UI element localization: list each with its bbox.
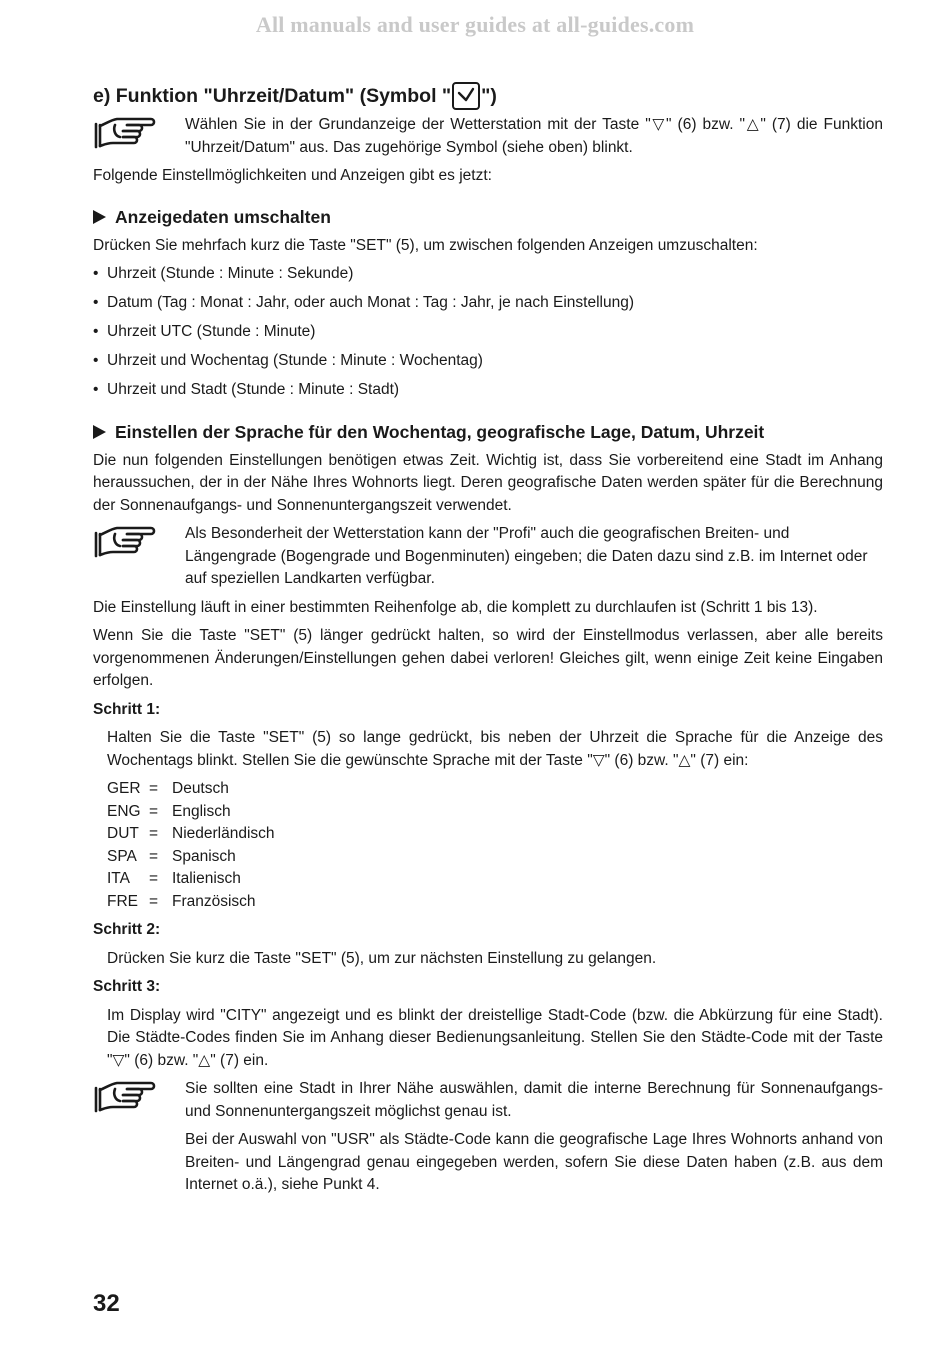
- note-city-text-a: Sie sollten eine Stadt in Ihrer Nähe auswählen, damit die interne Berechnung für Sonnenaufgangs- und Sonnenuntergangszeit möglichst genau ist.: [185, 1080, 883, 1120]
- list-item: • Datum (Tag : Monat : Jahr, oder auch Monat : Tag : Jahr, je nach Einstellung): [93, 294, 634, 311]
- display-list: [93, 263, 883, 402]
- section-title-text-b: "): [481, 85, 497, 107]
- list-item: GER = Deutsch: [107, 780, 229, 797]
- subsection-title-display: [93, 205, 883, 229]
- step1-body: [93, 727, 883, 913]
- step2-body: [93, 948, 883, 971]
- clock-icon: [452, 82, 480, 110]
- step3-label: Schritt 3:: [93, 978, 161, 995]
- list-item: • Uhrzeit und Wochentag (Stunde : Minute : Wochentag): [93, 352, 483, 369]
- note-profi: [93, 523, 883, 591]
- list-item: • Uhrzeit (Stunde : Minute : Sekunde): [93, 265, 354, 282]
- step1-label: Schritt 1:: [93, 700, 161, 718]
- watermark: All manuals and user guides at all-guides.com: [255, 12, 695, 37]
- list-item: DUT = Niederländisch: [107, 825, 275, 842]
- subsection-title-settings-text: Einstellen der Sprache für den Wochentag, geografische Lage, Datum, Uhrzeit: [115, 421, 765, 442]
- page-number: 32: [93, 1290, 120, 1317]
- page-content: [93, 82, 883, 1197]
- language-list: [107, 778, 883, 913]
- list-item: • Uhrzeit und Stadt (Stunde : Minute : Stadt): [93, 381, 400, 398]
- step2-label: Schritt 2:: [93, 921, 161, 938]
- settings-warning-text: Wenn Sie die Taste "SET" (5) länger gedrückt halten, so wird der Einstellmodus verlassen, aber alle bereits vorgenommenen Änderungen/Einstellungen gehen dabei verloren! Gleiches gilt, wenn einige Zeit keine Eingaben erfolgen.: [93, 627, 883, 689]
- step3-body: [93, 1005, 883, 1073]
- section-title: [93, 82, 883, 110]
- note-city: [93, 1078, 883, 1197]
- section-title-text-a: e) Funktion "Uhrzeit/Datum" (Symbol ": [93, 85, 452, 107]
- subsection-title-display-text: Anzeigedaten umschalten: [115, 206, 331, 227]
- list-item: ITA = Italienisch: [107, 870, 241, 887]
- note-profi-text: Als Besonderheit der Wetterstation kann der "Profi" auch die geografischen Breiten- und Längengrade (Bogengrade und Bogenminuten) eingeben; die Daten dazu sind z.B. im Internet oder auf speziellen Landkarten verfügbar.: [185, 525, 868, 587]
- list-item: FRE = Französisch: [107, 892, 256, 910]
- list-item: SPA = Spanisch: [107, 847, 236, 865]
- step1-text: Halten Sie die Taste "SET" (5) so lange gedrückt, bis neben der Uhrzeit die Sprache für die Anzeige des Wochentags blinkt. Stellen Sie die gewünschte Sprache mit der Taste "▽" (6) bzw. "△" (7) ein:: [107, 729, 883, 769]
- step3-text: Im Display wird "CITY" angezeigt und es blinkt der dreistellige Stadt-Code (bzw. die Abkürzung für eine Stadt). Die Städte-Codes finden Sie im Anhang dieser Bedienungsanleitung. Stellen Sie den Städte-Code mit der Taste "▽" (6) bzw. "△" (7) ein.: [107, 1006, 883, 1069]
- note-select-function: [93, 114, 883, 159]
- triangle-bullet-icon: [93, 425, 106, 439]
- step2-text: Drücken Sie kurz die Taste "SET" (5), um zur nächsten Einstellung zu gelangen.: [107, 949, 657, 967]
- triangle-bullet-icon: [93, 210, 106, 224]
- note-city-body: [185, 1078, 883, 1197]
- list-item: ENG = Englisch: [107, 802, 231, 820]
- note-select-function-text: Wählen Sie in der Grundanzeige der Wetterstation mit der Taste "▽" (6) bzw. "△" (7) die Funktion "Uhrzeit/Datum" aus. Das zugehörige Symbol (siehe oben) blinkt.: [185, 116, 883, 156]
- pointing-hand-icon: [93, 1078, 185, 1122]
- settings-order-text: Die Einstellung läuft in einer bestimmten Reihenfolge ab, die komplett zu durchlaufen ist (Schritt 1 bis 13).: [93, 598, 818, 616]
- pointing-hand-icon: [93, 114, 185, 158]
- intro-text: Folgende Einstellmöglichkeiten und Anzeigen gibt es jetzt:: [93, 167, 492, 184]
- display-toggle-text: Drücken Sie mehrfach kurz die Taste "SET" (5), um zwischen folgenden Anzeigen umzuschalten:: [93, 236, 758, 254]
- list-item: • Uhrzeit UTC (Stunde : Minute): [93, 323, 316, 340]
- settings-intro-text: Die nun folgenden Einstellungen benötigen etwas Zeit. Wichtig ist, dass Sie vorbereitend eine Stadt im Anhang heraussuchen, der in der Nähe Ihres Wohnorts liegt. Deren geografische Daten werden später für die Berechnung der Sonnenaufgangs- und Sonnenuntergangszeit verwendet.: [93, 451, 883, 514]
- note-city-text-b: Bei der Auswahl von "USR" als Städte-Code kann die geografische Lage Ihres Wohnorts anhand von Breiten- und Längengrad genau eingegeben werden, sofern Sie diese Daten haben (z.B. aus dem Internet o.ä.), siehe Punkt 4.: [185, 1131, 883, 1193]
- pointing-hand-icon: [93, 523, 185, 567]
- subsection-title-settings: [93, 420, 883, 444]
